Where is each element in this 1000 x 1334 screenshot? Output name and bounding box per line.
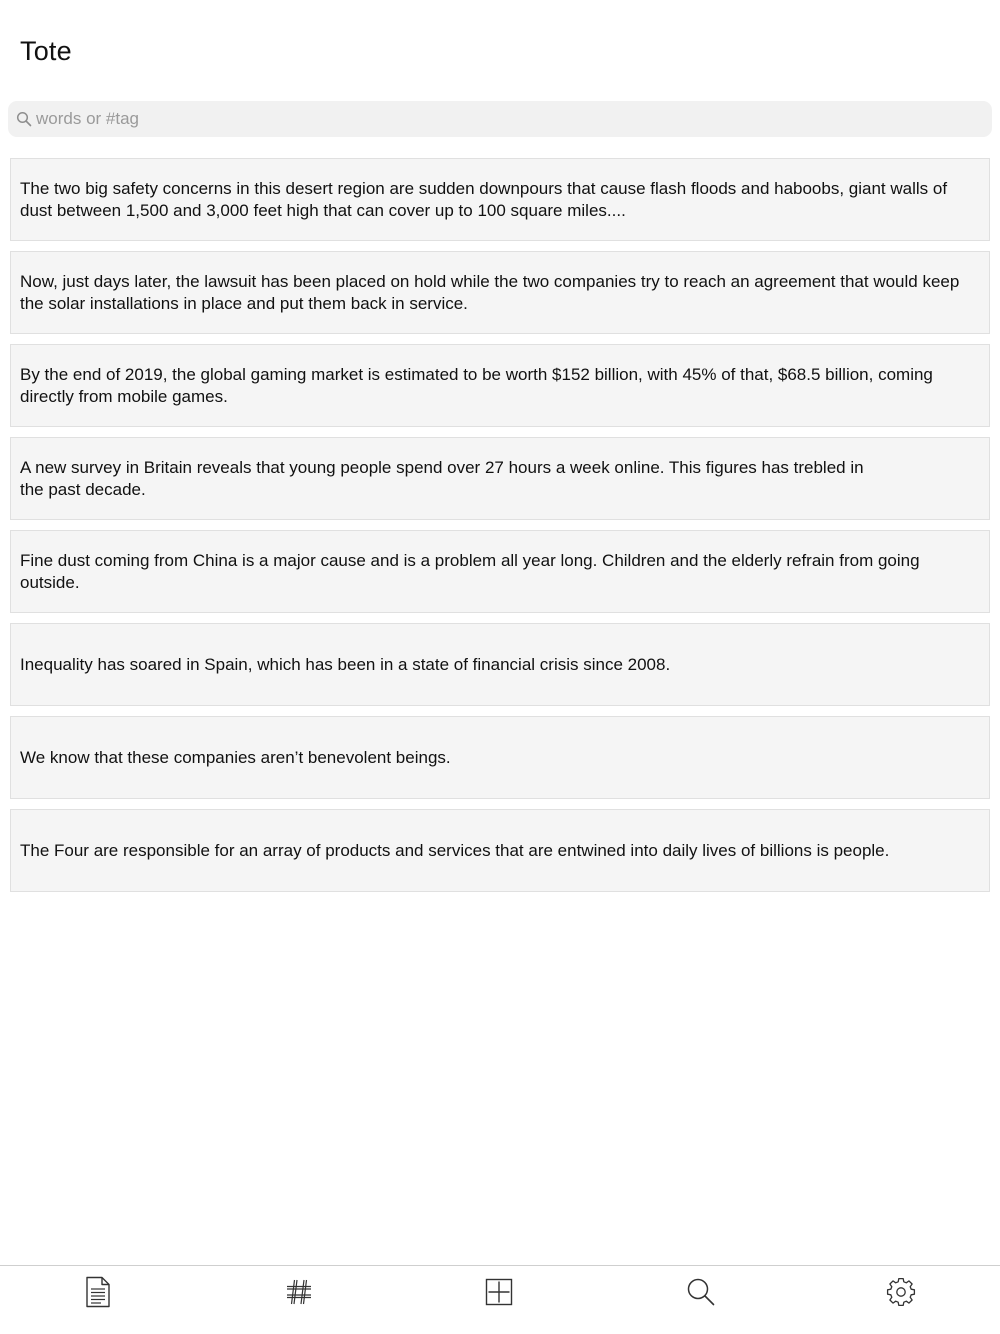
tab-settings[interactable] <box>881 1274 921 1310</box>
note-card[interactable] <box>10 251 990 334</box>
search-input[interactable] <box>36 101 976 137</box>
tab-notes[interactable] <box>78 1274 118 1310</box>
note-text: A new survey in Britain reveals that young people spend over 27 hours a week online. This figures has trebled in the past decade. <box>20 458 864 499</box>
note-card[interactable] <box>10 623 990 706</box>
note-card[interactable] <box>10 344 990 427</box>
note-text: We know that these companies aren’t benevolent beings. <box>20 747 451 767</box>
notes-list <box>10 158 990 902</box>
hashtag-icon <box>284 1277 314 1307</box>
note-card[interactable] <box>10 809 990 892</box>
page-title: Tote <box>20 36 72 66</box>
note-text: Now, just days later, the lawsuit has been placed on hold while the two companies try to reach an agreement that would keep the solar installations in place and put them back in service. <box>20 272 960 313</box>
document-icon <box>85 1276 111 1308</box>
tab-add[interactable] <box>479 1274 519 1310</box>
gear-icon <box>886 1277 916 1307</box>
search-icon <box>686 1277 716 1307</box>
search-bar[interactable] <box>8 101 992 137</box>
note-card[interactable] <box>10 716 990 799</box>
add-icon <box>485 1278 513 1306</box>
note-text: Inequality has soared in Spain, which has been in a state of financial crisis since 2008. <box>20 654 671 674</box>
note-card[interactable] <box>10 158 990 241</box>
search-icon <box>16 111 32 127</box>
note-card[interactable] <box>10 437 990 520</box>
bottom-tab-bar <box>0 1265 1000 1334</box>
tab-search[interactable] <box>681 1274 721 1310</box>
note-card[interactable] <box>10 530 990 613</box>
note-text: Fine dust coming from China is a major cause and is a problem all year long. Children and the elderly refrain from going outside. <box>20 551 920 592</box>
note-text: The Four are responsible for an array of products and services that are entwined into daily lives of billions is people. <box>20 840 890 860</box>
tab-tags[interactable] <box>279 1274 319 1310</box>
note-text: By the end of 2019, the global gaming market is estimated to be worth $152 billion, with 45% of that, $68.5 billion, coming directly from mobile games. <box>20 365 933 406</box>
note-text: The two big safety concerns in this desert region are sudden downpours that cause flash floods and haboobs, giant walls of dust between 1,500 and 3,000 feet high that can cover up to 100 square miles.... <box>20 179 948 220</box>
